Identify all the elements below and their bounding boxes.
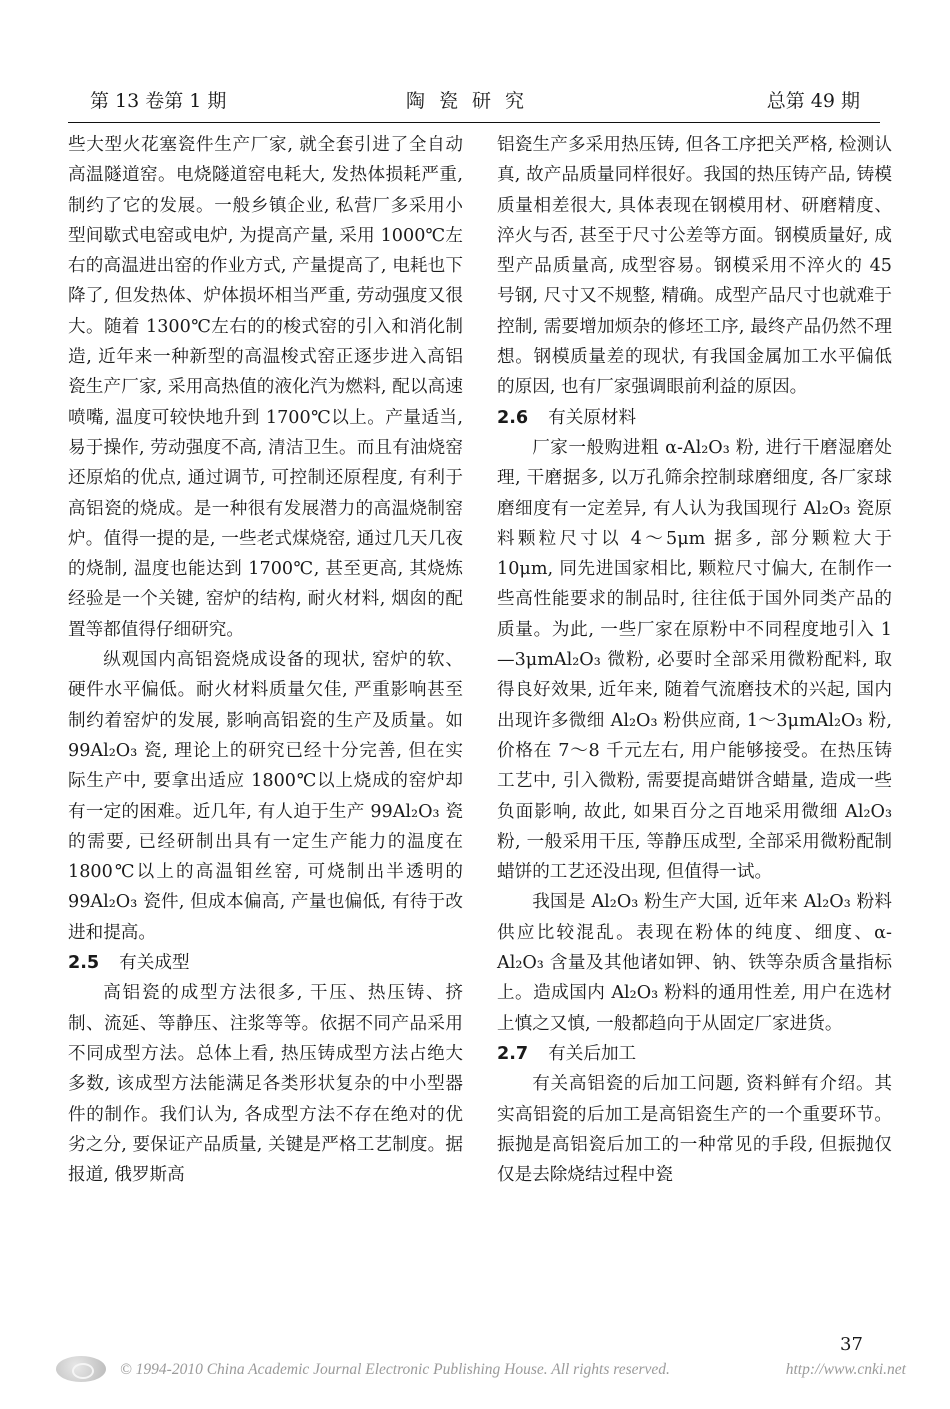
running-header: [68, 82, 880, 123]
section-title: 有关成型: [119, 953, 190, 974]
paragraph-raw-materials: 厂家一般购进粗 α-Al₂O₃ 粉, 进行干磨湿磨处理, 干磨据多, 以万孔筛余控制球磨细度, 各厂家球磨细度有一定差异, 有人认为我国现行 Al₂O₃ 瓷原料颗粒尺寸以 4～5μm 据多, 部分颗粒大于 10μm, 同先进国家相比, 颗粒尺寸偏大, 在制作一些高性能要求的制品时, 往往低于国外同类产品的质量。为此, 一些厂家在原粉中不同程度地引入 1—3μmAl₂O₃ 微粉, 必要时全部采用微粉配料, 取得良好效果, 近年来, 随着气流磨技术的兴起, 国内出现许多微细 Al₂O₃ 粉供应商, 1～3μmAl₂O₃ 粉, 价格在 7～8 千元左右, 用户能够接受。在热压铸工艺中, 引入微粉, 需要提高蜡饼含蜡量, 造成一些负面影响, 故此, 如果百分之百地采用微细 Al₂O₃ 粉, 一般采用干压, 等静压成型, 全部采用微粉配制蜡饼的工艺还没出现, 但值得一试。: [497, 437, 892, 883]
paragraph-firing-equipment: 纵观国内高铝瓷烧成设备的现状, 窑炉的软、硬件水平偏低。耐火材料质量欠佳, 严重影响甚至制约着窑炉的发展, 影响高铝瓷的生产及质量。如 99Al₂O₃ 瓷, 理论上的研究已经十分完善, 但在实际生产中, 要拿出适应 1800℃以上烧成的窑炉却有一定的困难。近几年, 有人迫于生产 99Al₂O₃ 瓷的需要, 已经研制出具有一定生产能力的温度在 1800℃以上的高温钼丝窑, 可烧制出半透明的 99Al₂O₃ 瓷件, 但成本偏高, 产量也偏低, 有待于改进和提高。: [68, 650, 463, 943]
paragraph-powder-supply: 我国是 Al₂O₃ 粉生产大国, 近年来 Al₂O₃ 粉料供应比较混乱。表现在粉体的纯度、细度、α-Al₂O₃ 含量及其他诸如钾、钠、铁等杂质含量指标上。造成国内 Al₂O₃ 粉料的通用性差, 用户在选材上慎之又慎, 一般都趋向于从固定厂家进货。: [497, 892, 892, 1034]
paragraph-forming: 高铝瓷的成型方法很多, 干压、热压铸、挤制、流延、等静压、注浆等等。依据不同产品采用不同成型方法。总体上看, 热压铸成型方法占绝大多数, 该成型方法能满足各类形状复杂的中小型器件的制作。我们认为, 各成型方法不存在绝对的优劣之分, 要保证产品质量, 关键是严格工艺制度。据报道, 俄罗斯高: [68, 983, 463, 1186]
section-heading-2-7: [497, 1039, 892, 1069]
total-issue: 总第 49 期: [766, 90, 860, 112]
cnki-logo-icon: [56, 1356, 106, 1382]
journal-title: 陶瓷研究: [406, 90, 539, 112]
paragraph-post-processing: 有关高铝瓷的后加工问题, 资料鲜有介绍。其实高铝瓷的后加工是高铝瓷生产的一个重要环节。振抛是高铝瓷后加工的一种常见的手段, 但振抛仅仅是去除烧结过程中瓷: [497, 1074, 892, 1186]
section-number: 2.6: [497, 407, 529, 428]
paragraph-forming-continued: 铝瓷生产多采用热压铸, 但各工序把关严格, 检测认真, 故产品质量同样很好。我国的热压铸产品, 铸模质量相差很大, 具体表现在钢模用材、研磨精度、淬火与否, 甚至于尺寸公差等方面。钢模质量好, 成型产品质量高, 成型容易。钢模采用不淬火的 45 号钢, 尺寸又不规整, 精确。成型产品尺寸也就难于控制, 需要增加烦杂的修坯工序, 最终产品仍然不理想。钢模质量差的现状, 有我国金属加工水平偏低的原因, 也有厂家强调眼前利益的原因。: [497, 135, 892, 398]
section-number: 2.5: [68, 953, 100, 974]
page-number: 37: [840, 1334, 863, 1355]
copyright-notice: © 1994-2010 China Academic Journal Electronic Publishing House. All rights reserved.: [120, 1361, 670, 1378]
paragraph-kilns-continued: 些大型火花塞瓷件生产厂家, 就全套引进了全自动高温隧道窑。电烧隧道窑电耗大, 发热体损耗严重, 制约了它的发展。一般乡镇企业, 私营厂多采用小型间歇式电窑或电炉, 为提高产量, 采用 1000℃左右的高温进出窑的作业方式, 产量提高了, 电耗也下降了, 但发热体、炉体损坏相当严重, 劳动强度又很大。随着 1300℃左右的的梭式窑的引入和消化制造, 近年来一种新型的高温梭式窑正逐步进入高铝瓷生产厂家, 采用高热值的液化汽为燃料, 配以高速喷嘴, 温度可较快地升到 1700℃以上。产量适当, 易于操作, 劳动强度不高, 清洁卫生。而且有油烧窑还原焰的优点, 通过调节, 可控制还原程度, 有利于高铝瓷的烧成。是一种很有发展潜力的高温烧制窑炉。值得一提的是, 一些老式煤烧窑, 通过几天几夜的烧制, 温度也能达到 1700℃, 甚至更高, 其烧炼经验是一个关键, 窑炉的结构, 耐火材料, 烟囱的配置等都值得仔细研究。: [68, 135, 463, 640]
left-column: [68, 130, 463, 1190]
footer: [56, 1356, 906, 1386]
section-number: 2.7: [497, 1043, 529, 1064]
journal-issue: 第 13 卷第 1 期: [90, 90, 227, 112]
section-heading-2-6: [497, 403, 892, 433]
right-column: [497, 130, 892, 1190]
section-heading-2-5: [68, 948, 463, 978]
section-title: 有关原材料: [548, 407, 637, 428]
section-title: 有关后加工: [548, 1043, 637, 1064]
footer-url-link[interactable]: http://www.cnki.net: [785, 1361, 906, 1378]
